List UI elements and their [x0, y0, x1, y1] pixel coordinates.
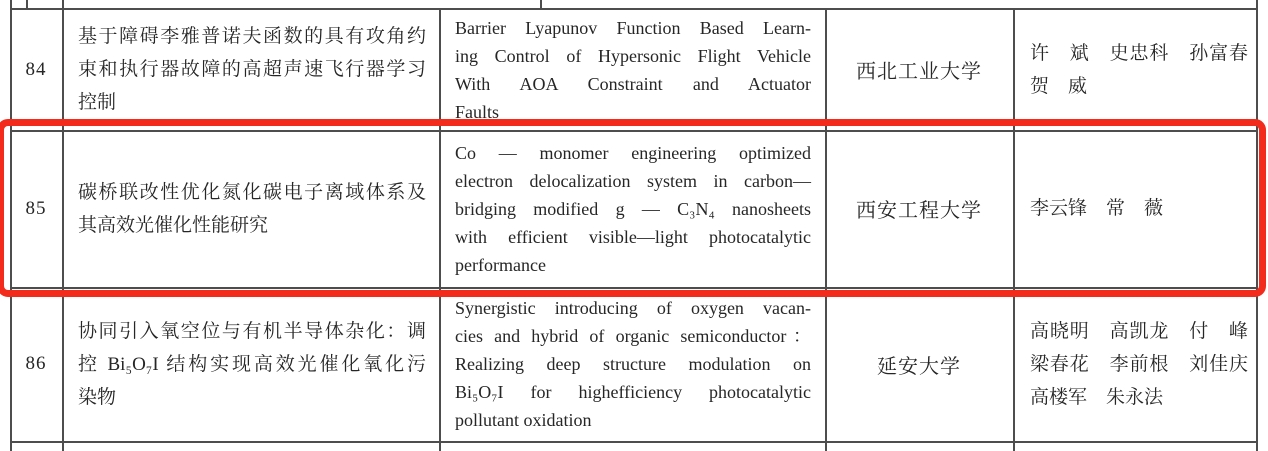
author-line: 贺 威	[1030, 75, 1088, 97]
title-zh-line: 基于障碍李雅普诺夫函数的具有攻角约	[78, 26, 426, 47]
title-en-line: With AOA Constraint and Actuator	[455, 73, 811, 94]
institution-text: 延安大学	[877, 355, 961, 378]
author-line: 高楼军 朱永法	[1030, 386, 1164, 408]
title-zh-line: 其高效光催化性能研究	[78, 214, 269, 236]
row-84-title-zh	[78, 10, 426, 129]
title-en-line: Barrier Lyapunov Function Based Learn-	[455, 17, 811, 38]
author-line: 许 斌 史忠科 孙富春	[1030, 42, 1248, 64]
title-zh-line: 协同引入氧空位与有机半导体杂化：调	[78, 320, 426, 342]
row-84-institution	[827, 10, 1011, 129]
row-85-authors	[1030, 132, 1248, 285]
title-zh-line: 碳桥联改性优化氮化碳电子离域体系及	[78, 181, 426, 203]
row-86-title-en	[455, 289, 811, 439]
title-en-line: with efficient visible—light photocatalytic	[455, 226, 811, 247]
title-en-line: pollutant oxidation	[455, 410, 592, 430]
title-en-line: Bi₅O₇I for highefficiency photocatalytic	[455, 382, 811, 402]
title-en-line: performance	[455, 254, 546, 275]
title-en-line: Faults	[455, 101, 500, 122]
row-84-number	[12, 10, 60, 129]
row-85-title-zh	[78, 132, 426, 285]
row-number-text: 85	[25, 197, 47, 219]
title-en-line: Realizing deep structure modulation on	[455, 354, 811, 374]
title-zh-line: 控制	[78, 92, 117, 113]
title-en-line: cies and hybrid of organic semiconductor：	[455, 326, 811, 346]
row-number-text: 84	[25, 58, 47, 80]
row-86-authors	[1030, 289, 1248, 439]
row-85-number	[12, 132, 60, 285]
institution-text: 西安工程大学	[856, 200, 982, 222]
table-col-line-institution	[1013, 8, 1015, 451]
row-number-text: 86	[25, 353, 47, 374]
row-86-institution	[827, 289, 1011, 439]
title-zh-line: 染物	[78, 386, 117, 408]
title-en-line: ing Control of Hypersonic Flight Vehicle	[455, 45, 811, 66]
row-84-title-en	[455, 10, 811, 129]
row-86-number	[12, 289, 60, 439]
author-line: 梁春花 李前根 刘佳庆	[1030, 353, 1248, 375]
row-85-title-en	[455, 132, 811, 285]
title-en-line: bridging modified g — C₃N₄ nanosheets	[455, 198, 811, 219]
row-86-title-zh	[78, 289, 426, 439]
table-row-line-bottom	[10, 441, 1258, 443]
table-col-line-title-zh	[439, 8, 441, 451]
table-right-border	[1256, 0, 1258, 451]
author-line: 高晓明 高凯龙 付 峰	[1030, 320, 1248, 342]
row-85-institution	[827, 132, 1011, 285]
title-en-line: Synergistic introducing of oxygen vacan-	[455, 298, 811, 318]
institution-text: 西北工业大学	[856, 61, 982, 83]
title-zh-line: 控 Bi₅O₇I 结构实现高效光催化氧化污	[78, 353, 426, 375]
row-84-authors	[1030, 10, 1248, 129]
table-col-line-number	[62, 0, 64, 451]
author-line: 李云锋 常 薇	[1030, 198, 1164, 219]
title-en-line: electron delocalization system in carbon—	[455, 170, 811, 191]
title-en-line: Co — monomer engineering optimized	[455, 142, 811, 163]
title-zh-line: 束和执行器故障的高超声速飞行器学习	[78, 59, 426, 80]
